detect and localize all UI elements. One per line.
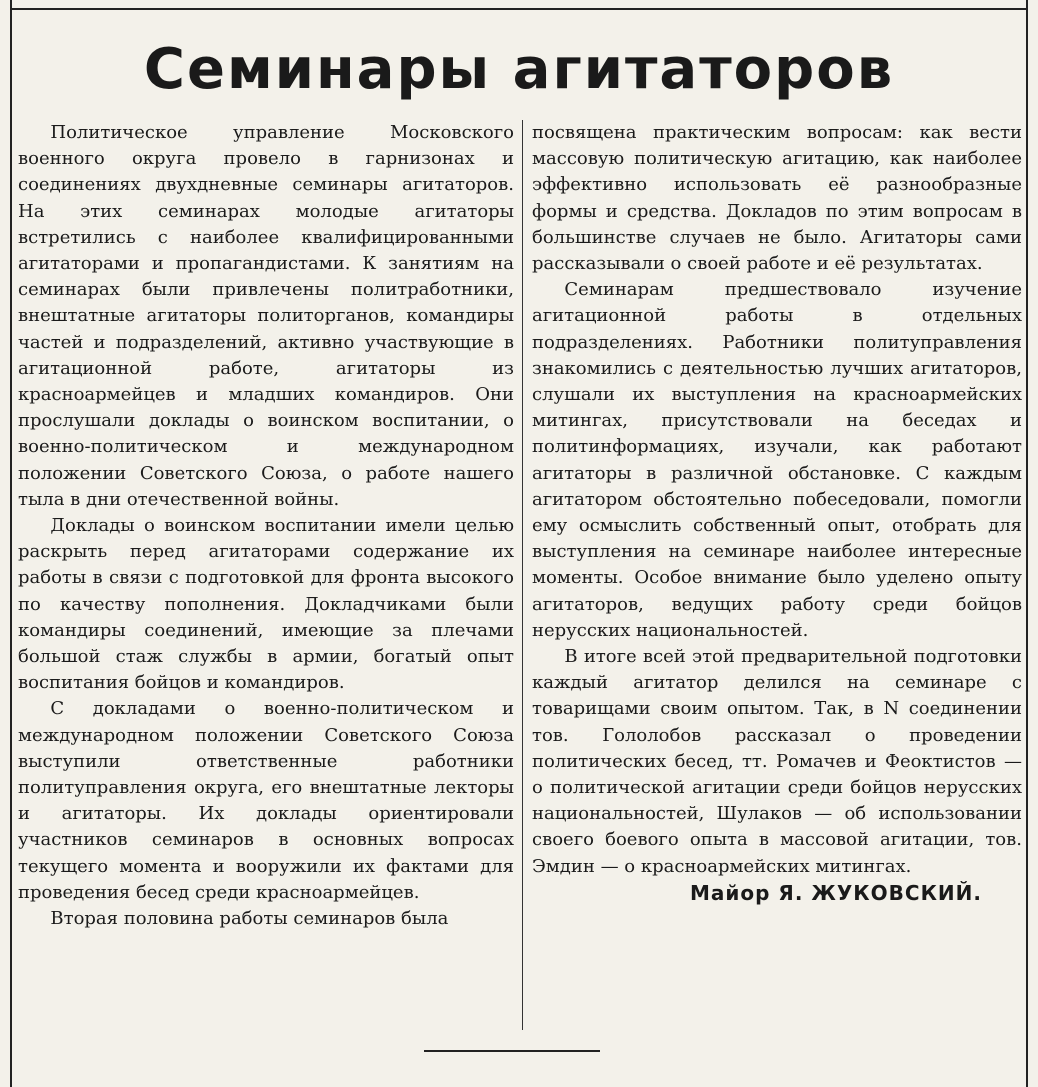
author-signature: Майор Я. ЖУКОВСКИЙ.: [690, 880, 982, 905]
paragraph: С докладами о военно-политическом и международном положении Советского Союза выступили ответственные работники политуправления округа, его внештатные лекторы и агитаторы. Их доклады ориентировали участников семинаров в основных вопросах текущего момента и вооружили их фактами для проведения бесед среди красноармейцев.: [18, 698, 514, 903]
left-column: [18, 120, 514, 932]
article-title: Семинары агитаторов: [143, 37, 895, 102]
paragraph: посвящена практическим вопросам: как вести массовую политическую агитацию, как наиболее эффективно использовать её разнообразные формы и средства. Докладов по этим вопросам в большинстве случаев не было. Агитаторы сами рассказывали о своей работе и её результатах.: [532, 122, 1022, 275]
bottom-rule: [424, 1050, 600, 1052]
paragraph: Семинарам предшествовало изучение агитационной работы в отдельных подразделениях. Работники политуправления знакомились с деятельностью лучших агитаторов, слушали их выступления на красноармейских митингах, присутствовали на беседах и политинформациях, изучали, как работают агитаторы в различной обстановке. С каждым агитатором обстоятельно побеседовали, помогли ему осмыслить собственный опыт, отобрать для выступления на семинаре наиболее интересные моменты. Особое внимание было уделено опыту агитаторов, ведущих работу среди бойцов нерусских национальностей.: [532, 279, 1022, 641]
paragraph: Доклады о воинском воспитании имели целью раскрыть перед агитаторами содержание их работы в связи с подготовкой для фронта высокого по качеству пополнения. Докладчиками были командиры соединений, имеющие за плечами большой стаж службы в армии, богатый опыт воспитания бойцов и командиров.: [18, 515, 514, 694]
column-divider: [522, 120, 523, 1030]
top-rule: [10, 8, 1028, 10]
paragraph: Политическое управление Московского военного округа провело в гарнизонах и соединениях двухдневные семинары агитаторов. На этих семинарах молодые агитаторы встретились с наиболее квалифицированными агитаторами и пропагандистами. К занятиям на семинарах были привлечены политработники, внештатные агитаторы политорганов, командиры частей и подразделений, активно участвующие в агитационной работе, агитаторы из красноармейцев и младших командиров. Они прослушали доклады о воинском воспитании, о военно-политическом и международном положении Советского Союза, о работе нашего тыла в дни отечественной войны.: [18, 122, 514, 510]
right-column: [532, 120, 1022, 906]
paragraph: Вторая половина работы семинаров была: [50, 908, 449, 930]
paragraph: В итоге всей этой предварительной подготовки каждый агитатор делился на семинаре с товарищами своим опытом. Так, в N соединении тов. Гололобов рассказал о проведении политических бесед, тт. Ромачев и Феоктистов — о политической агитации среди бойцов нерусских национальностей, Шулаков — об использовании своего боевого опыта в массовой агитации, тов. Эмдин — о красноармейских митингах.: [532, 646, 1022, 877]
